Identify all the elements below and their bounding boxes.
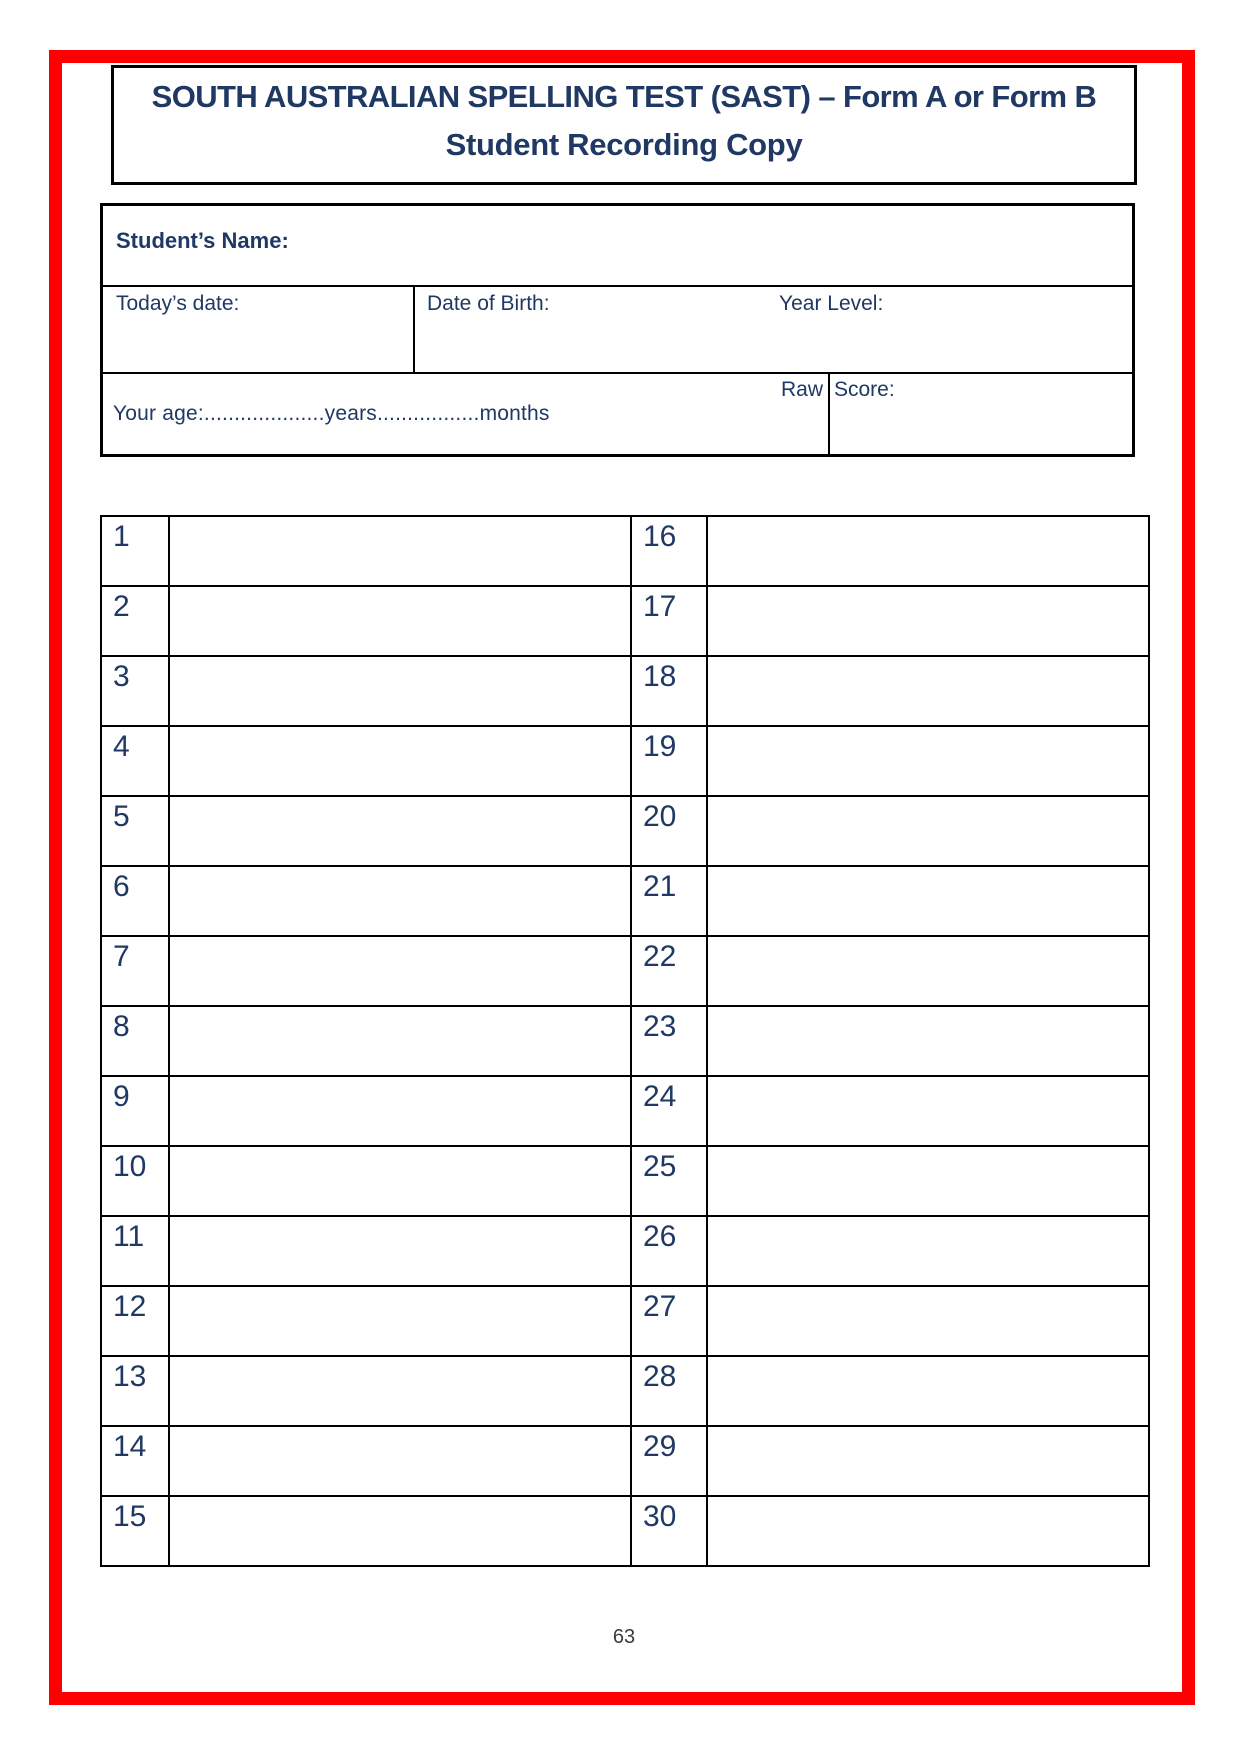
answer-cell-left: [169, 586, 631, 656]
year-level-label: Year Level:: [779, 292, 884, 315]
answer-cell-right: [707, 936, 1149, 1006]
info-divider-horizontal-1: [103, 285, 1132, 287]
table-row: [101, 796, 1149, 866]
item-number-left: 12: [101, 1286, 169, 1356]
table-row: [101, 1286, 1149, 1356]
student-name-label: Student’s Name:: [116, 228, 289, 253]
answer-cell-left: [169, 656, 631, 726]
item-number-right: 29: [631, 1426, 707, 1496]
item-number-left: 15: [101, 1496, 169, 1566]
answer-cell-right: [707, 1146, 1149, 1216]
item-number-left: 9: [101, 1076, 169, 1146]
item-number-left: 5: [101, 796, 169, 866]
todays-date-label: Today’s date:: [116, 292, 240, 315]
table-row: [101, 1216, 1149, 1286]
item-number-right: 20: [631, 796, 707, 866]
answer-cell-left: [169, 1356, 631, 1426]
answer-cell-right: [707, 656, 1149, 726]
answer-cell-left: [169, 1146, 631, 1216]
item-number-left: 10: [101, 1146, 169, 1216]
item-number-left: 14: [101, 1426, 169, 1496]
item-number-right: 27: [631, 1286, 707, 1356]
item-number-right: 25: [631, 1146, 707, 1216]
page-title: SOUTH AUSTRALIAN SPELLING TEST (SAST) – Form A or Form B: [151, 79, 1097, 114]
raw-score-label-raw: Raw: [781, 378, 824, 401]
item-number-right: 18: [631, 656, 707, 726]
info-divider-horizontal-2: [103, 372, 1132, 374]
item-number-right: 22: [631, 936, 707, 1006]
answer-cell-left: [169, 1006, 631, 1076]
table-row: [101, 936, 1149, 1006]
table-row: [101, 1356, 1149, 1426]
answer-cell-right: [707, 586, 1149, 656]
answer-cell-right: [707, 796, 1149, 866]
item-number-left: 8: [101, 1006, 169, 1076]
table-row: [101, 726, 1149, 796]
page-number: 63: [612, 1626, 636, 1648]
answer-cell-left: [169, 796, 631, 866]
item-number-right: 19: [631, 726, 707, 796]
answer-cell-left: [169, 866, 631, 936]
title-box: [111, 65, 1137, 185]
item-number-right: 26: [631, 1216, 707, 1286]
item-number-right: 21: [631, 866, 707, 936]
date-of-birth-label: Date of Birth:: [427, 292, 550, 315]
table-row: [101, 1496, 1149, 1566]
item-number-right: 23: [631, 1006, 707, 1076]
answer-cell-right: [707, 1076, 1149, 1146]
table-row: [101, 586, 1149, 656]
item-number-right: 17: [631, 586, 707, 656]
answer-cell-left: [169, 1076, 631, 1146]
item-number-left: 4: [101, 726, 169, 796]
item-number-left: 11: [101, 1216, 169, 1286]
answer-cell-left: [169, 1496, 631, 1566]
item-number-right: 28: [631, 1356, 707, 1426]
page-subtitle: Student Recording Copy: [445, 127, 803, 162]
table-row: [101, 516, 1149, 586]
answer-cell-left: [169, 726, 631, 796]
item-number-left: 13: [101, 1356, 169, 1426]
answer-cell-right: [707, 516, 1149, 586]
table-row: [101, 1006, 1149, 1076]
answer-cell-right: [707, 1496, 1149, 1566]
table-row: [101, 866, 1149, 936]
item-number-left: 7: [101, 936, 169, 1006]
table-row: [101, 1146, 1149, 1216]
table-row: [101, 656, 1149, 726]
answer-cell-left: [169, 1216, 631, 1286]
answer-cell-left: [169, 936, 631, 1006]
answer-cell-right: [707, 1426, 1149, 1496]
table-row: [101, 1076, 1149, 1146]
item-number-right: 16: [631, 516, 707, 586]
answer-cell-right: [707, 1356, 1149, 1426]
answer-cell-left: [169, 1426, 631, 1496]
info-divider-vertical-2: [828, 374, 830, 454]
your-age-label: Your age:....................years.................months: [113, 402, 550, 425]
item-number-left: 3: [101, 656, 169, 726]
student-info-box: [100, 203, 1135, 457]
answer-cell-left: [169, 1286, 631, 1356]
answer-cell-right: [707, 1216, 1149, 1286]
answer-cell-right: [707, 1006, 1149, 1076]
spelling-table: [100, 515, 1150, 1567]
table-row: [101, 1426, 1149, 1496]
info-divider-vertical-1: [413, 287, 415, 372]
answer-cell-right: [707, 726, 1149, 796]
answer-cell-right: [707, 1286, 1149, 1356]
item-number-right: 24: [631, 1076, 707, 1146]
item-number-right: 30: [631, 1496, 707, 1566]
item-number-left: 1: [101, 516, 169, 586]
raw-score-label-score: Score:: [834, 378, 895, 401]
answer-cell-right: [707, 866, 1149, 936]
item-number-left: 2: [101, 586, 169, 656]
item-number-left: 6: [101, 866, 169, 936]
answer-cell-left: [169, 516, 631, 586]
spelling-table-body: [101, 516, 1149, 1566]
